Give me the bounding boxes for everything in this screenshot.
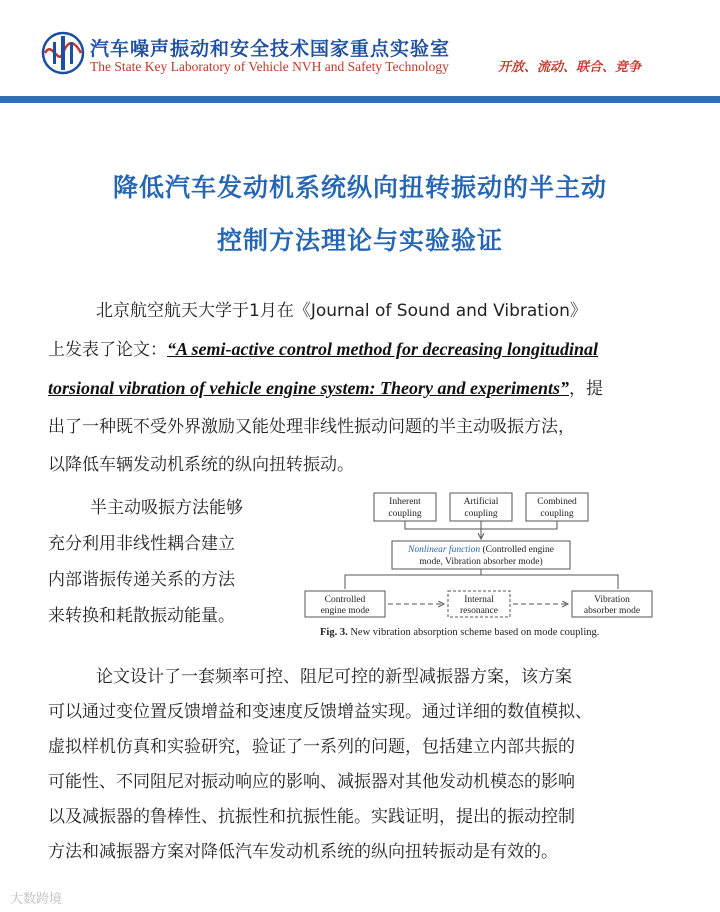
connector-lines [405,521,557,529]
box-label: mode, Vibration absorber mode) [419,557,543,567]
box-label: Controlled [324,595,366,605]
article-title-line-2: 控制方法理论与实验验证 [216,226,503,255]
box-label: engine mode [320,606,370,616]
paragraph-line: 出了一种既不受外界激励又能处理非线性振动问题的半主动吸振方法， [48,417,575,437]
paragraph-line: 北京航空航天大学于1月在《Journal of Sound and Vibration》 [96,301,587,321]
connector-lines [345,569,618,589]
controlled-engine-mode-box [305,591,385,617]
box-label: Vibration [594,595,630,605]
paragraph-line: 以降低车辆发动机系统的纵向扭转振动。 [48,455,354,475]
paragraph-line: 方法和减振器方案对降低汽车发动机系统的纵向扭转振动是有效的。 [48,842,558,862]
header-divider [0,96,720,103]
vibration-scheme-diagram [300,489,656,645]
paragraph-line: 以及减振器的鲁棒性、抗振性和抗振性能。实践证明，提出的振动控制 [48,807,575,827]
paragraph-intro [48,292,678,484]
inherent-coupling-box [374,493,436,521]
box-label: Artificial [463,497,499,507]
slogan: 开放、流动、联合、竞争 [498,60,642,75]
lab-name-en: The State Key Laboratory of Vehicle NVH and Safety Technology [90,59,449,74]
paragraph-line: 来转换和耗散振动能量。 [48,606,235,626]
paragraph-results [48,660,688,870]
paper-prefix: 上发表了论文： [48,340,167,360]
box-label: coupling [464,509,498,519]
box-label: coupling [388,509,422,519]
paragraph-line [48,330,678,369]
nonlinear-function-box [392,541,570,569]
paragraph-line: 内部谐振传递关系的方法 [48,570,235,590]
box-label: Combined [537,497,577,507]
header [0,0,720,96]
paper-title-part-2: torsional vibration of vehicle engine system: Theory and experiments” [48,378,569,398]
box-label: resonance [460,606,498,616]
paper-suffix: ，提 [568,379,603,399]
paragraph-line: 充分利用非线性耦合建立 [48,534,235,554]
box-label: coupling [540,509,574,519]
lab-name-cn: 汽车噪声振动和安全技术国家重点实验室 [90,38,451,60]
paragraph-line: 可能性、不同阻尼对振动响应的影响、减振器对其他发动机模态的影响 [48,772,575,792]
paragraph-method [48,490,288,634]
paragraph-line: 半主动吸振方法能够 [90,498,243,518]
combined-coupling-box [526,493,588,521]
paragraph-line: 论文设计了一套频率可控、阻尼可控的新型减振器方案，该方案 [96,667,572,687]
article-title-line-1: 降低汽车发动机系统纵向扭转振动的半主动 [112,173,607,202]
vibration-absorber-mode-box [572,591,652,617]
lab-logo-icon [40,30,86,76]
box-label: Internal [464,595,494,605]
watermark: 大数跨境 [10,892,63,907]
figure-caption: Fig. 3. New vibration absorption scheme based on mode coupling. [320,627,600,638]
internal-resonance-box [448,591,510,617]
paragraph-line [48,369,678,408]
paper-title-part-1: “A semi-active control method for decreasing longitudinal [167,339,599,359]
box-label: absorber mode [583,606,641,616]
box-label: Inherent [389,497,421,507]
paragraph-line: 可以通过变位置反馈增益和变速度反馈增益实现。通过详细的数值模拟、 [48,702,592,722]
nonlinear-label: Nonlinear function (Controlled engine [408,545,554,555]
paragraph-line: 虚拟样机仿真和实验研究，验证了一系列的问题，包括建立内部共振的 [48,737,575,757]
artificial-coupling-box [450,493,512,521]
